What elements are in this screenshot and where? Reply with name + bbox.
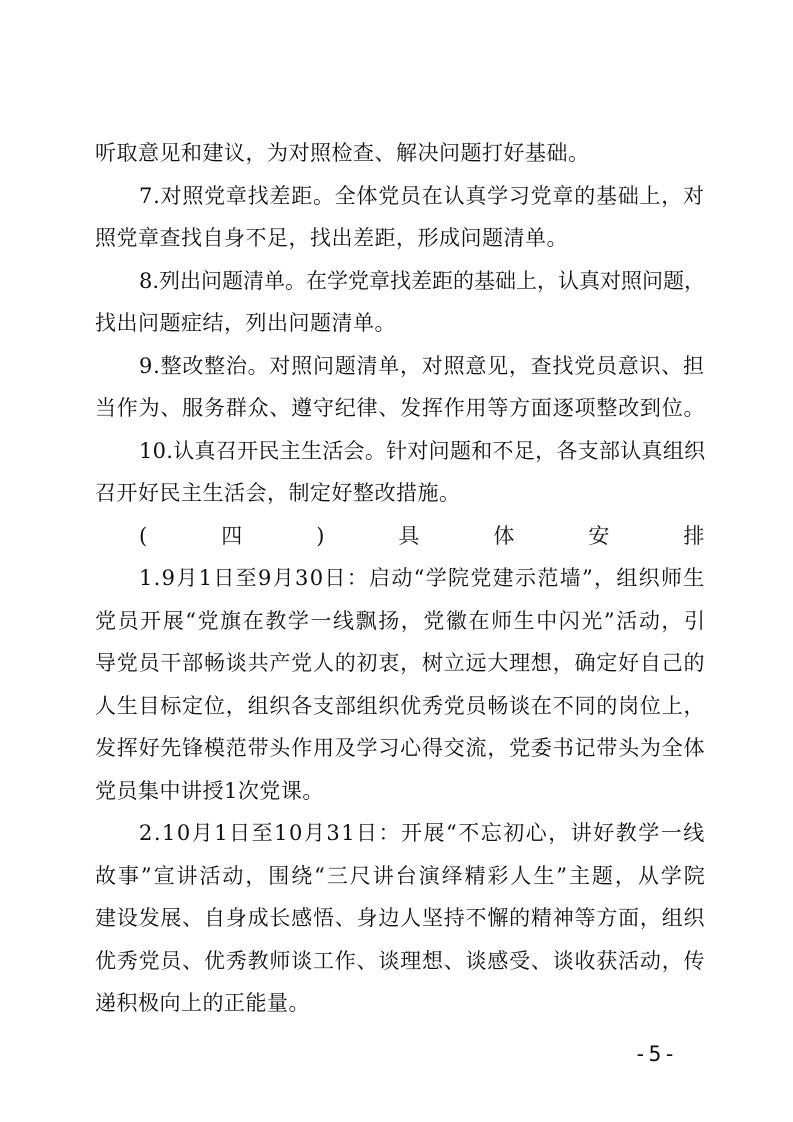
text-line: 党员集中讲授1次党课。 bbox=[95, 778, 324, 803]
text-line: 召开好民主生活会，制定好整改措施。 bbox=[95, 481, 461, 505]
text-line: 找出问题症结，列出问题清单。 bbox=[95, 311, 396, 335]
text-line: 优秀党员、优秀教师谈工作、谈理想、谈感受、谈收获活动，传 bbox=[95, 948, 706, 973]
text-line: 照党章查找自身不足，找出差距，形成问题清单。 bbox=[95, 226, 568, 250]
text-line: 发挥好先锋模范带头作用及学习心得交流，党委书记带头为全体 bbox=[95, 736, 706, 760]
text-line: 1.9月1日至9月30日：启动“学院党建示范墙”，组织师生 bbox=[139, 566, 706, 590]
text-line: 当作为、服务群众、遵守纪律、发挥作用等方面逐项整改到位。 bbox=[95, 396, 706, 420]
text-line: 故事”宣讲活动，围绕“三尺讲台演绎精彩人生”主题，从学院 bbox=[95, 863, 707, 888]
text-line: 8.列出问题清单。在学党章找差距的基础上，认真对照问题， bbox=[139, 268, 706, 293]
document-body bbox=[95, 132, 779, 1025]
text-line: 人生目标定位，组织各支部组织优秀党员畅谈在不同的岗位上， bbox=[95, 693, 706, 718]
text-line: 党员开展“党旗在教学一线飘扬，党徽在师生中闪光”活动，引 bbox=[95, 608, 707, 633]
text-line: 听取意见和建议，为对照检查、解决问题打好基础。 bbox=[95, 141, 590, 165]
text-line: 递积极向上的正能量。 bbox=[95, 991, 310, 1015]
page-number: -5- bbox=[634, 1042, 678, 1066]
text-line: 建设发展、自身成长感悟、身边人坚持不懈的精神等方面，组织 bbox=[95, 906, 706, 930]
text-line: 7.对照党章找差距。全体党员在认真学习党章的基础上，对 bbox=[139, 183, 705, 208]
text-line: 2.10月1日至10月31日：开展“不忘初心，讲好教学一线 bbox=[139, 821, 706, 845]
text-line: (四)具体安排 bbox=[139, 523, 779, 548]
text-line: 9.整改整治。对照问题清单，对照意见，查找党员意识、担 bbox=[139, 353, 705, 378]
text-line: 导党员干部畅谈共产党人的初衷，树立远大理想，确定好自己的 bbox=[95, 651, 706, 675]
text-line: 10.认真召开民主生活会。针对问题和不足，各支部认真组织 bbox=[139, 438, 706, 463]
